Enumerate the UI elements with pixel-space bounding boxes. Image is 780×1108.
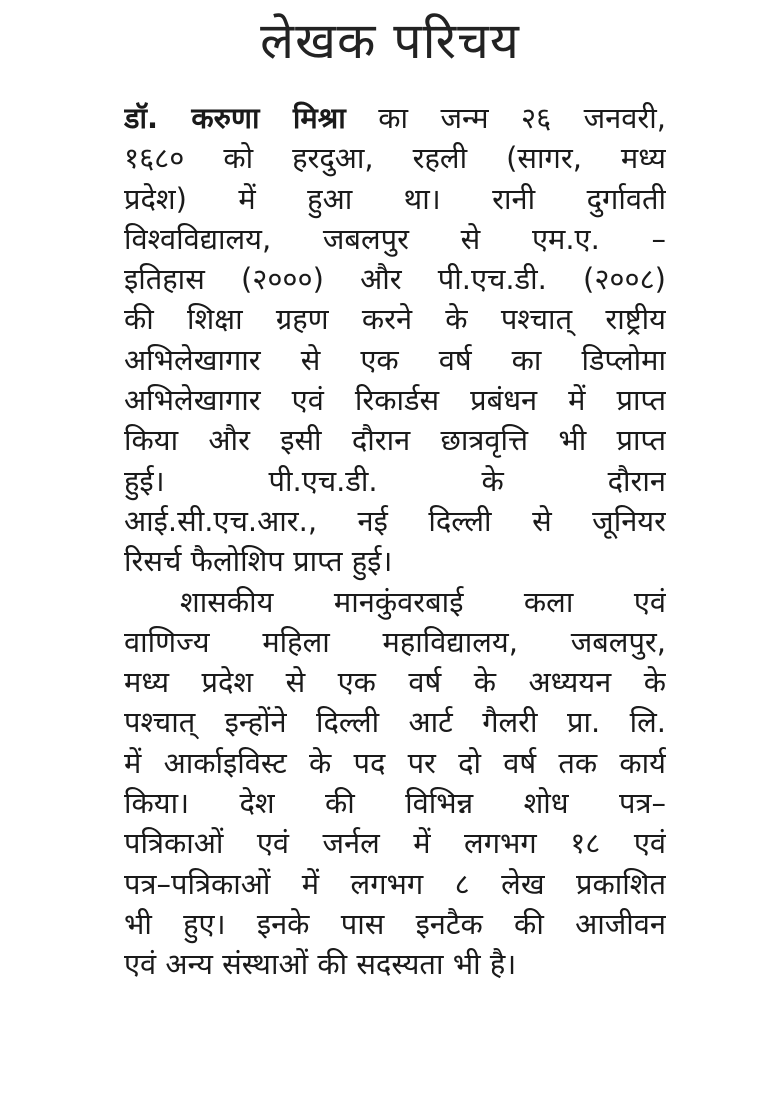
text-line: शासकीय मानकुंवरबाई कला एवं [180,584,666,619]
paragraph-education [124,98,666,582]
text-line: पश्चात् इन्होंने दिल्ली आर्ट गैलरी प्रा. लि. [124,705,666,740]
text-line: विश्वविद्यालय, जबलपुर से एम.ए. – [124,221,666,256]
author-bio [124,98,666,985]
text-line: की शिक्षा ग्रहण करने के पश्चात् राष्ट्रीय [124,302,666,337]
text-line: अभिलेखागार से एक वर्ष का डिप्लोमा [124,342,666,377]
paragraph-career [124,582,666,985]
text-line: भी हुए। इनके पास इनटैक की आजीवन [124,906,666,941]
page-title: लेखक परिचय [260,12,520,70]
text-line: आई.सी.एच.आर., नई दिल्ली से जूनियर [124,503,666,538]
text-line: रिसर्च फैलोशिप प्राप्त हुई। [124,544,393,579]
text-line: में आर्काइविस्ट के पद पर दो वर्ष तक कार्य [124,745,666,780]
text-line: किया और इसी दौरान छात्रवृत्ति भी प्राप्त [124,423,666,458]
text-line: १६८० को हरदुआ, रहली (सागर, मध्य [124,141,666,176]
text-line [124,98,666,138]
text-line: प्रदेश) में हुआ था। रानी दुर्गावती [124,181,666,216]
text-line: पत्रिकाओं एवं जर्नल में लगभग १८ एवं [124,826,666,861]
author-name: डॉ. करुणा मिश्रा [124,101,346,135]
text-line: मध्य प्रदेश से एक वर्ष के अध्ययन के [124,665,666,700]
text-line: किया। देश की विभिन्न शोध पत्र– [124,786,666,821]
text-fragment: का जन्म २६ जनवरी, [378,101,666,135]
text-line: एवं अन्य संस्थाओं की सदस्यता भी है। [124,947,517,982]
text-line: वाणिज्य महिला महाविद्यालय, जबलपुर, [124,624,666,659]
text-line: हुई। पी.एच.डी. के दौरान [124,463,666,498]
text-line: पत्र–पत्रिकाओं में लगभग ८ लेख प्रकाशित [124,866,666,901]
text-line: अभिलेखागार एवं रिकार्डस प्रबंधन में प्राप्त [124,383,666,418]
text-line: इतिहास (२०००) और पी.एच.डी. (२००८) [124,262,666,297]
